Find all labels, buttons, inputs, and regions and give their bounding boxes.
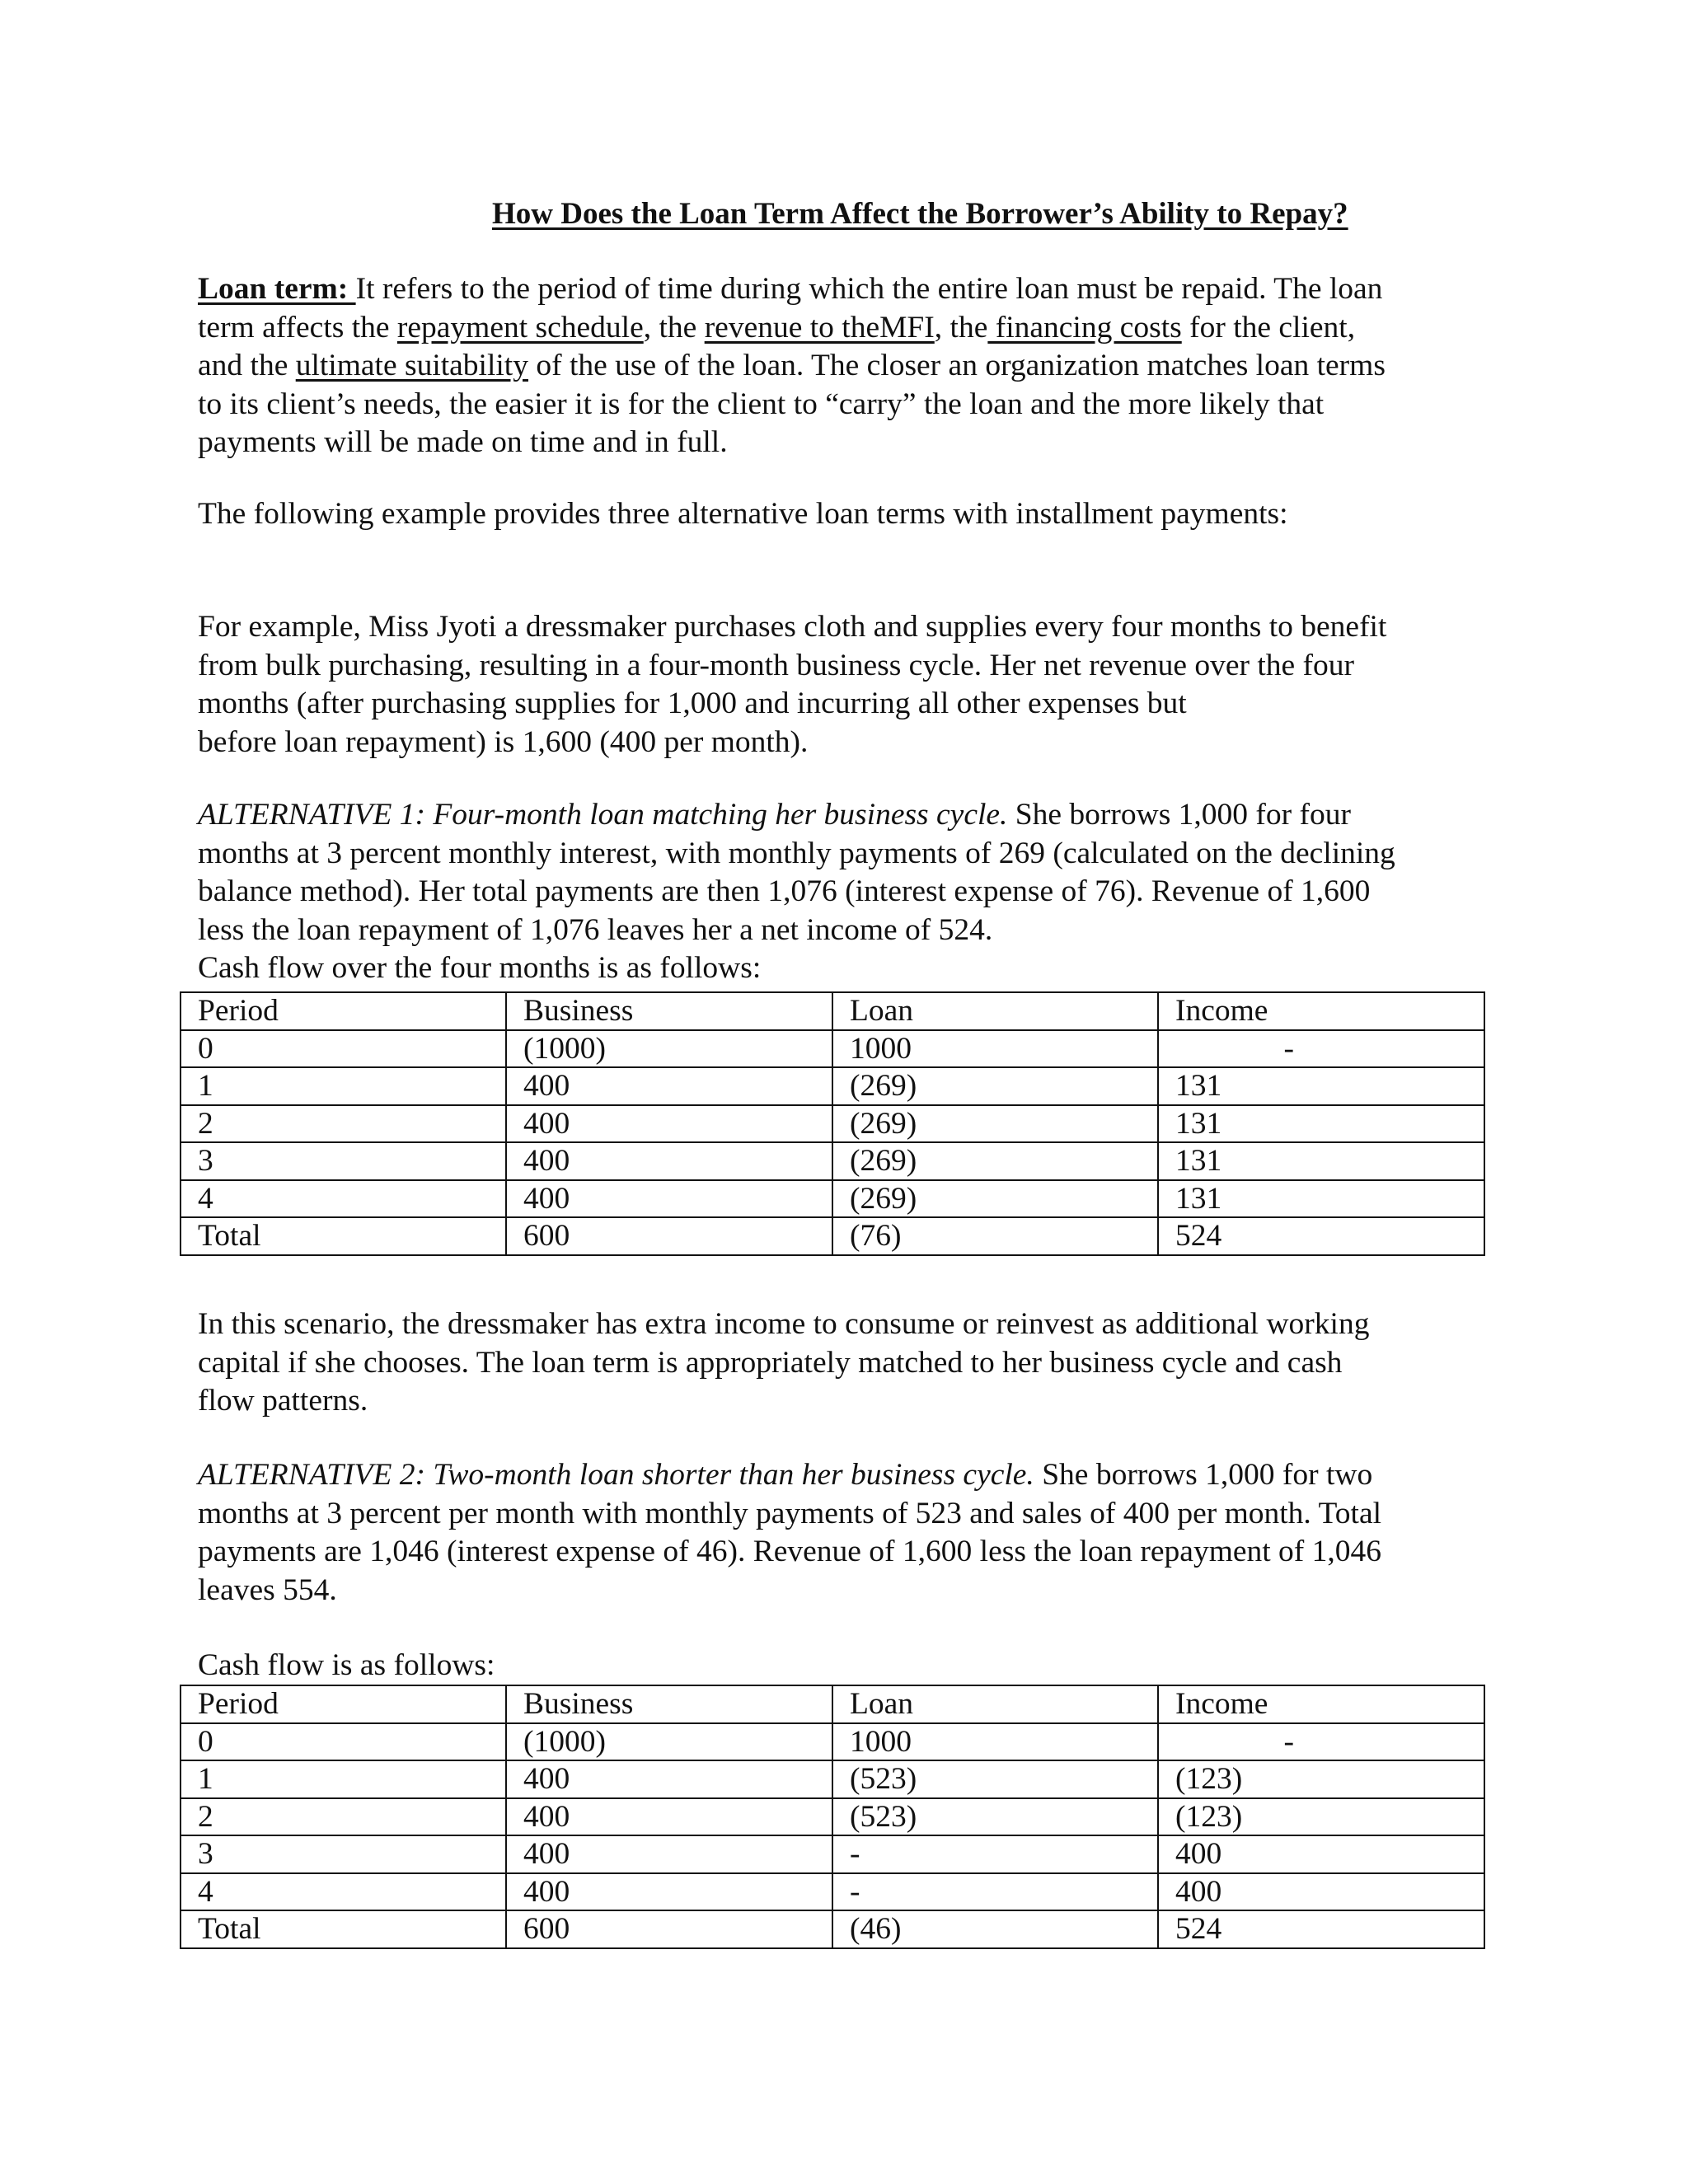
table-cell: Total (181, 1910, 506, 1948)
table-cell: 1000 (832, 1030, 1158, 1068)
table-cell: 3 (181, 1142, 506, 1180)
table-cell: (123) (1158, 1760, 1484, 1798)
table-cell: 2 (181, 1798, 506, 1836)
table-cell: 0 (181, 1723, 506, 1761)
table-cell: 400 (1158, 1835, 1484, 1873)
table-cell: - (1158, 1030, 1484, 1068)
scenario-paragraph: In this scenario, the dressmaker has extra income to consume or reinvest as additional working capital if she chooses. The loan term is appropriately matched to her business cycle and cash flow patterns. (198, 1307, 1370, 1418)
table-cell: 1 (181, 1067, 506, 1105)
cash-flow-table-1 (180, 991, 1485, 1256)
table-cell: 0 (181, 1030, 506, 1068)
table-cell: Total (181, 1217, 506, 1255)
table-row (181, 1105, 1484, 1143)
table-cell: 600 (506, 1217, 832, 1255)
table-header-row (181, 1685, 1484, 1723)
table-cell: (76) (832, 1217, 1158, 1255)
header-cell: Period (181, 1685, 506, 1723)
table-cell: 4 (181, 1180, 506, 1218)
table-cell: - (832, 1873, 1158, 1911)
header-cell: Income (1158, 1685, 1484, 1723)
alternative-1-heading: ALTERNATIVE 1: Four-month loan matching her business cycle. (198, 798, 1008, 832)
table-cell: 400 (506, 1105, 832, 1143)
header-cell: Business (506, 992, 832, 1030)
table-cell: (269) (832, 1142, 1158, 1180)
table-total-row (181, 1217, 1484, 1255)
table-row (181, 1873, 1484, 1911)
table-row (181, 1760, 1484, 1798)
following-paragraph: The following example provides three alternative loan terms with installment payments: (198, 497, 1288, 531)
table-cell: 131 (1158, 1180, 1484, 1218)
table-row (181, 1798, 1484, 1836)
table-cell: 3 (181, 1835, 506, 1873)
header-cell: Income (1158, 992, 1484, 1030)
table-total-row (181, 1910, 1484, 1948)
table-row (181, 1142, 1484, 1180)
table-cell: 524 (1158, 1217, 1484, 1255)
table-cell: 400 (506, 1760, 832, 1798)
table-cell: 400 (1158, 1873, 1484, 1911)
table-cell: 400 (506, 1835, 832, 1873)
header-cell: Business (506, 1685, 832, 1723)
table-cell: 400 (506, 1798, 832, 1836)
example-paragraph: For example, Miss Jyoti a dressmaker purchases cloth and supplies every four months to benefit from bulk purchasing, resulting in a four-month business cycle. Her net revenue over the four months (after purchasing supplies for 1,000 and incurring all other expenses but before loan repayment) is 1,600 (400 per month). (198, 610, 1387, 759)
table-cell: 131 (1158, 1105, 1484, 1143)
table-cell: 400 (506, 1873, 832, 1911)
table-cell: 400 (506, 1180, 832, 1218)
table-cell: (46) (832, 1910, 1158, 1948)
table-row (181, 1180, 1484, 1218)
table-cell: 4 (181, 1873, 506, 1911)
table-cell: (1000) (506, 1723, 832, 1761)
table-row (181, 1835, 1484, 1873)
table-cell: (523) (832, 1760, 1158, 1798)
page-title: How Does the Loan Term Affect the Borrower’s Ability to Repay? (492, 197, 1348, 231)
table-cell: (123) (1158, 1798, 1484, 1836)
table-cell: 524 (1158, 1910, 1484, 1948)
table-row (181, 1030, 1484, 1068)
table-cell: 131 (1158, 1067, 1484, 1105)
table-cell: (269) (832, 1105, 1158, 1143)
table-cell: (269) (832, 1067, 1158, 1105)
header-cell: Loan (832, 1685, 1158, 1723)
loan-term-label: Loan term: (198, 272, 356, 306)
alternative-2-heading: ALTERNATIVE 2: Two-month loan shorter than her business cycle. (198, 1458, 1034, 1492)
alternative-1-paragraph: ALTERNATIVE 1: Four-month loan matching her business cycle. She borrows 1,000 for four months at 3 percent monthly interest, with monthly payments of 269 (calculated on the declining balance method). Her total payments are then 1,076 (interest expense of 76). Revenue of 1,600 less the loan repayment of 1,076 leaves her a net income of 524. Cash flow over the four months is as follows: (198, 798, 1395, 985)
table-cell: 2 (181, 1105, 506, 1143)
table-cell: (269) (832, 1180, 1158, 1218)
table-cell: (523) (832, 1798, 1158, 1836)
table-cell: - (832, 1835, 1158, 1873)
table-cell: 1000 (832, 1723, 1158, 1761)
table-cell: 600 (506, 1910, 832, 1948)
loan-term-paragraph: Loan term: It refers to the period of time during which the entire loan must be repaid. The loan term affects the repayment schedule, the revenue to theMFI, the financing costs for the client, and the ultimate suitability of the use of the loan. The closer an organization matches loan terms to its client’s needs, the easier it is for the client to “carry” the loan and the more likely that payments will be made on time and in full. (198, 272, 1386, 459)
cash-flow-table-2 (180, 1685, 1485, 1949)
table-cell: 131 (1158, 1142, 1484, 1180)
header-cell: Period (181, 992, 506, 1030)
table-header-row (181, 992, 1484, 1030)
table-cell: (1000) (506, 1030, 832, 1068)
table-row (181, 1067, 1484, 1105)
alternative-2-paragraph: ALTERNATIVE 2: Two-month loan shorter than her business cycle. She borrows 1,000 for two months at 3 percent per month with monthly payments of 523 and sales of 400 per month. Total payments are 1,046 (interest expense of 46). Revenue of 1,600 less the loan repayment of 1,046 leaves 554. (198, 1458, 1382, 1607)
table-cell: 400 (506, 1142, 832, 1180)
table-row (181, 1723, 1484, 1761)
table-cell: - (1158, 1723, 1484, 1761)
table-cell: 400 (506, 1067, 832, 1105)
table-cell: 1 (181, 1760, 506, 1798)
cash-flow-intro-2: Cash flow is as follows: (198, 1648, 495, 1682)
header-cell: Loan (832, 992, 1158, 1030)
